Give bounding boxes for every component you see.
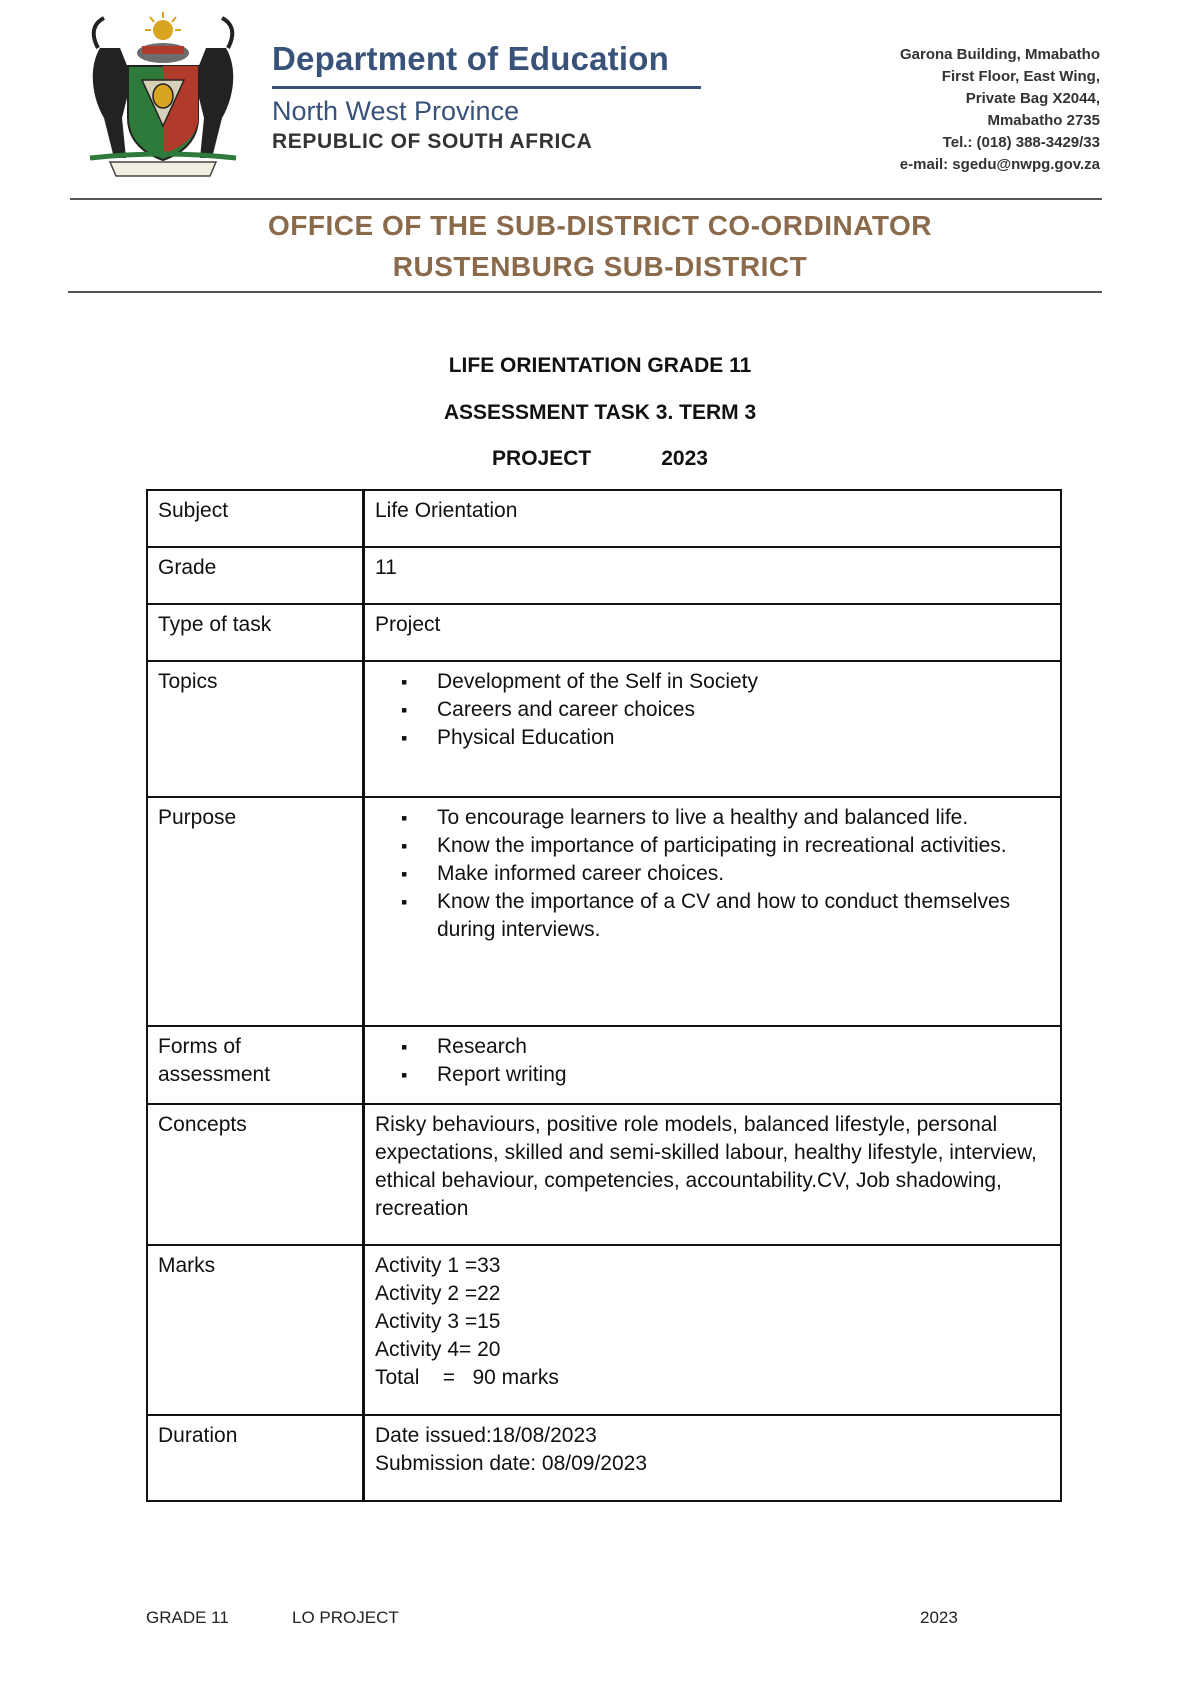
department-name: Department of Education	[272, 40, 669, 77]
list-item: ▪ Careers and career choices	[437, 696, 1050, 724]
republic-name: REPUBLIC OF SOUTH AFRICA	[272, 130, 593, 153]
marks-line: Activity 4= 20	[375, 1338, 501, 1361]
project-title	[0, 447, 1200, 471]
row-value: Risky behaviours, positive role models, balanced lifestyle, personal expectations, skilled and semi-skilled labour, healthy lifestyle, interview, ethical behaviour, competencies, accountability.CV, Job shadowing, recreation	[364, 1104, 1062, 1245]
contact-address	[900, 44, 1100, 176]
table-row	[147, 797, 1061, 1026]
forms-list	[375, 1033, 1050, 1089]
row-label: Duration	[147, 1415, 364, 1501]
coat-of-arms-icon	[70, 8, 256, 180]
department-underline	[272, 86, 701, 89]
address-line: Garona Building, Mmabatho	[899, 46, 1100, 63]
list-item: ▪ To encourage learners to live a healthy and balanced life.	[437, 804, 1050, 832]
task-info-table	[146, 489, 1062, 1502]
row-value	[364, 797, 1062, 1026]
row-label	[147, 1026, 364, 1104]
row-label: Marks	[147, 1245, 364, 1415]
row-label: Topics	[147, 661, 364, 797]
list-item: ▪ Research	[437, 1033, 1050, 1061]
row-value: Life Orientation	[364, 490, 1062, 547]
list-item: ▪ Make informed career choices.	[437, 860, 1050, 888]
row-value	[364, 1026, 1062, 1104]
project-label: PROJECT	[492, 447, 592, 470]
purpose-list	[375, 804, 1050, 944]
table-row	[147, 604, 1061, 661]
row-label: Subject	[147, 490, 364, 547]
address-line: Mmabatho 2735	[987, 112, 1100, 129]
row-value	[364, 1245, 1062, 1415]
document-title: LIFE ORIENTATION GRADE 11	[448, 354, 752, 377]
list-item: ▪ Physical Education	[437, 724, 1050, 752]
table-row	[147, 1104, 1061, 1245]
row-value: 11	[364, 547, 1062, 604]
list-item: ▪ Know the importance of participating in recreational activities.	[437, 832, 1050, 860]
row-label: Concepts	[147, 1104, 364, 1245]
row-label-line: Forms of	[158, 1035, 241, 1058]
row-label: Type of task	[147, 604, 364, 661]
date-issued: Date issued:18/08/2023	[375, 1424, 597, 1447]
footer-subject: LO PROJECT	[292, 1608, 399, 1627]
footer-grade: GRADE 11	[146, 1608, 229, 1627]
footer-year: 2023	[920, 1608, 958, 1627]
marks-total: Total = 90 marks	[375, 1366, 559, 1389]
office-title: OFFICE OF THE SUB-DISTRICT CO-ORDINATOR	[268, 210, 932, 241]
province-name: North West Province	[272, 96, 520, 126]
table-row	[147, 1245, 1061, 1415]
row-label-line: assessment	[158, 1063, 271, 1086]
sub-district-title: RUSTENBURG SUB-DISTRICT	[392, 251, 808, 282]
marks-breakdown	[375, 1252, 1050, 1392]
list-item: ▪ Report writing	[437, 1061, 1050, 1089]
table-row	[147, 547, 1061, 604]
header-divider-top	[70, 198, 1102, 200]
duration-dates	[375, 1422, 1050, 1478]
table-row	[147, 1415, 1061, 1501]
address-line: First Floor, East Wing,	[941, 68, 1100, 85]
marks-line: Activity 1 =33	[375, 1254, 501, 1277]
header-divider-bottom	[68, 291, 1102, 293]
table-row	[147, 661, 1061, 797]
marks-line: Activity 2 =22	[375, 1282, 501, 1305]
table-row	[147, 1026, 1061, 1104]
row-label: Grade	[147, 547, 364, 604]
marks-line: Activity 3 =15	[375, 1310, 501, 1333]
submission-date: Submission date: 08/09/2023	[375, 1452, 648, 1475]
row-value	[364, 661, 1062, 797]
row-value: Project	[364, 604, 1062, 661]
project-year: 2023	[661, 447, 708, 470]
row-label: Purpose	[147, 797, 364, 1026]
list-item: ▪ Development of the Self in Society	[437, 668, 1050, 696]
table-row	[147, 490, 1061, 547]
list-item: ▪ Know the importance of a CV and how to conduct themselves during interviews.	[437, 888, 1050, 944]
telephone: Tel.: (018) 388-3429/33	[942, 134, 1100, 151]
topics-list	[375, 668, 1050, 752]
assessment-title: ASSESSMENT TASK 3. TERM 3	[443, 401, 757, 424]
email: e-mail: sgedu@nwpg.gov.za	[899, 156, 1100, 173]
row-value	[364, 1415, 1062, 1501]
address-line: Private Bag X2044,	[965, 90, 1100, 107]
